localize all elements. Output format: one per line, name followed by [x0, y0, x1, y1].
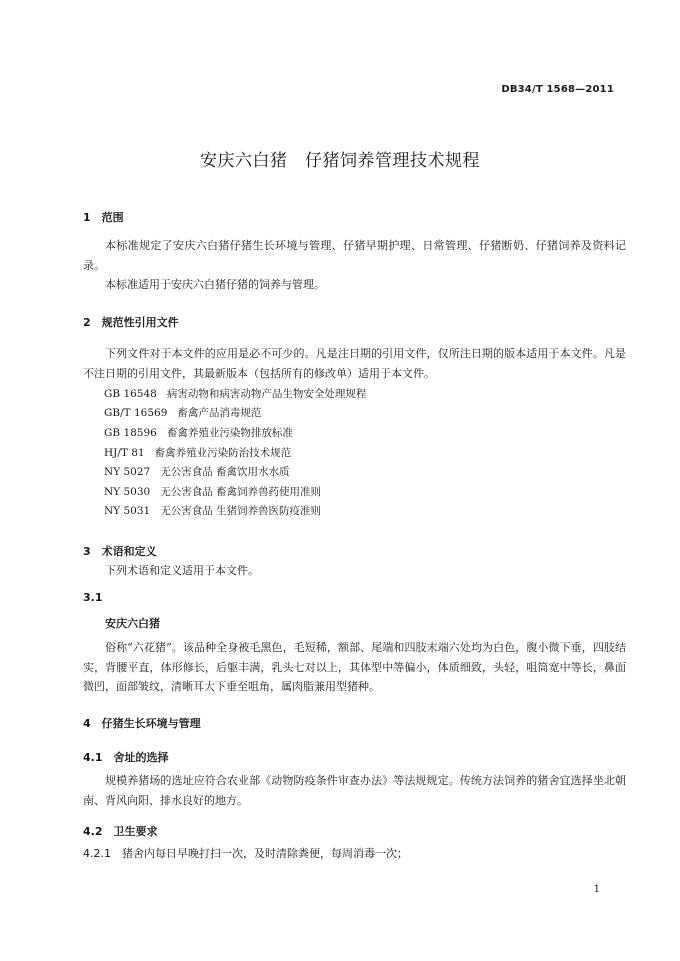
reference-code: HJ/T 81: [104, 447, 145, 459]
reference-item: [104, 464, 290, 479]
section-4-2-heading: 4.2 卫生要求: [83, 825, 158, 838]
reference-code: GB 16548: [104, 388, 157, 400]
section-4-heading: 4 仔猪生长环境与管理: [83, 717, 201, 730]
term-heading: 安庆六白猪: [105, 617, 160, 630]
reference-item: [104, 484, 321, 499]
section-1-heading: 1 范围: [83, 211, 124, 224]
page-number: 1: [593, 884, 600, 895]
section-2-paragraph-1: 下列文件对于本文件的应用是必不可少的。凡是注日期的引用文件，仅所注日期的版本适用于本文件。凡是不注日期的引用文件，其最新版本（包括所有的修改单）适用于本文件。: [83, 347, 626, 380]
section-3-paragraph-1: 下列术语和定义适用于本文件。: [105, 564, 259, 577]
reference-code: NY 5031: [104, 505, 151, 517]
reference-item: [104, 445, 291, 460]
clause-4-2-1: 4.2.1 猪舍内每日早晚打扫一次，及时清除粪便，每周消毒一次；: [83, 847, 408, 860]
section-1-paragraph-1: 本标准规定了安庆六白猪仔猪生长环境与管理、仔猪早期护理、日常管理、仔猪断奶、仔猪饲养及资料记录。: [83, 239, 626, 272]
section-3-heading: 3 术语和定义: [83, 545, 157, 558]
section-2-heading: 2 规范性引用文件: [83, 316, 179, 329]
standard-code: DB34/T 1568—2011: [501, 84, 614, 95]
reference-name: 畜禽养殖业污染防治技术规范: [154, 447, 292, 459]
reference-item: [104, 405, 261, 420]
reference-name: 无公害食品 畜禽饲养兽药使用准则: [160, 486, 322, 498]
reference-code: GB 18596: [104, 427, 157, 439]
reference-item: [104, 503, 321, 518]
section-4-1-heading: 4.1 舍址的选择: [83, 751, 169, 764]
reference-code: NY 5027: [104, 466, 151, 478]
reference-name: 无公害食品 生猪饲养兽医防疫准则: [160, 505, 322, 517]
reference-name: 病害动物和病害动物产品生物安全处理规程: [166, 388, 367, 400]
term-definition: 俗称“六花猪”。该品种全身被毛黑色，毛短稀，额部、尾端和四肢末端六处均为白色，腹小微下垂，四肢结实，背腰平直，体形修长，后躯丰满，乳头七对以上，其体型中等偏小，体质细致，头轻，咀筒宽中等长，鼻面微凹，面部皱纹，清晰耳大下垂至咀角，属肉脂兼用型猪种。: [83, 641, 626, 693]
reference-item: [104, 386, 366, 401]
reference-code: GB/T 16569: [104, 407, 168, 419]
document-title: 安庆六白猪 仔猪饲养管理技术规程: [200, 151, 480, 171]
reference-code: NY 5030: [104, 486, 151, 498]
section-1-paragraph-2: 本标准适用于安庆六白猪仔猪的饲养与管理。: [105, 278, 325, 291]
term-number: 3.1: [83, 591, 103, 604]
section-4-1-paragraph: 规模养猪场的选址应符合农业部《动物防疫条件审查办法》等法规规定。传统方法饲养的猪舍宜选择坐北朝南、背风向阳、排水良好的地方。: [83, 774, 626, 807]
reference-name: 畜禽产品消毒规范: [177, 407, 262, 419]
reference-name: 无公害食品 畜禽饮用水水质: [160, 466, 290, 478]
reference-item: [104, 425, 293, 440]
reference-name: 畜禽养殖业污染物排放标准: [166, 427, 293, 439]
